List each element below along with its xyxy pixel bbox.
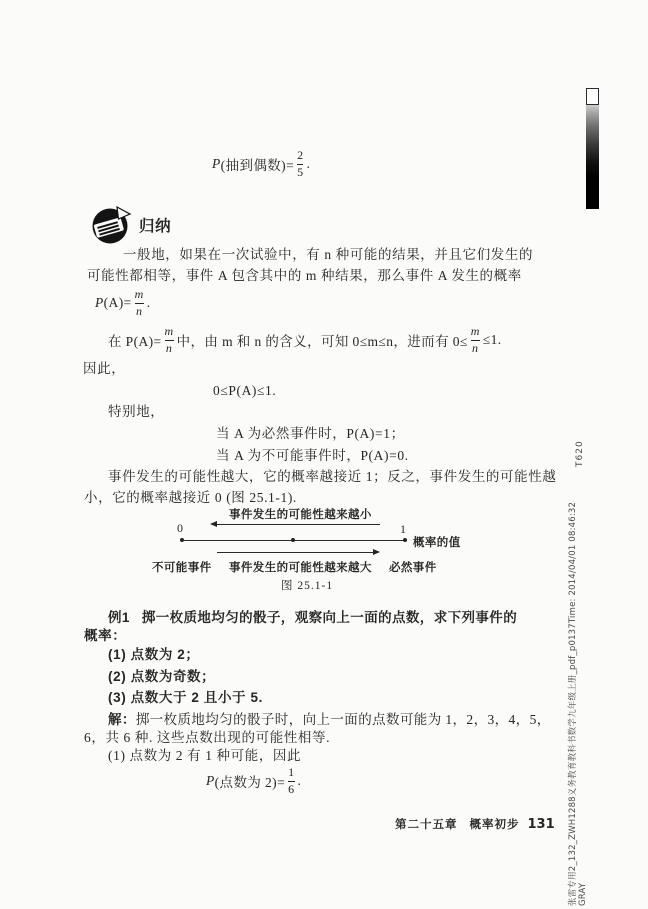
impossible-event-label: 不可能事件 — [152, 562, 212, 574]
impossible-event-case: 当 A 为不可能事件时，P(A)=0. — [216, 448, 409, 463]
fraction-numerator: m — [470, 323, 480, 338]
formula-period: . — [306, 156, 311, 171]
formula-period: . — [297, 773, 302, 788]
range-derivation-line — [108, 324, 502, 356]
summary-line-2: 可能性都相等，事件 A 包含其中的 m 种结果，那么事件 A 发生的概率 — [87, 268, 522, 283]
fraction-numerator: m — [134, 286, 144, 301]
formula-text: (抽到偶数)= — [220, 158, 295, 173]
range-segment-2: 中，由 m 和 n 的含义，可知 0≤m≤n，进而有 0≤ — [176, 334, 468, 349]
calibration-gradient — [586, 105, 599, 209]
fraction — [165, 325, 174, 356]
page-number: 131 — [527, 817, 555, 832]
print-stamp-text: 张雷专用2_132_ZWH1288义务教育教科书数学九年级上册_pdf_p0137Time: 2014/04/01 08:46:32 — [568, 501, 578, 906]
fraction-denominator: n — [472, 340, 479, 355]
grayscale-calibration-bar — [586, 88, 599, 209]
calibration-white-patch — [586, 88, 599, 105]
solution-text: 掷一枚质地均匀的骰子时，向上一面的点数可能为 1，2，3，4，5， — [135, 712, 551, 727]
fraction-denominator: n — [135, 303, 143, 318]
example-item-1: (1) 点数为 2； — [108, 647, 200, 662]
formula-variable: P — [206, 773, 215, 788]
axis-tick-1: 1 — [400, 522, 406, 536]
formula-period: . — [146, 295, 151, 310]
certain-event-case: 当 A 为必然事件时，P(A)=1； — [216, 426, 405, 441]
formula-text: (A)= — [103, 295, 132, 310]
fraction-numerator: 2 — [297, 147, 304, 162]
solution-line-1 — [108, 708, 551, 728]
example-tag: 例1 — [108, 610, 130, 625]
therefore-line: 因此， — [83, 361, 126, 376]
formula-text: (点数为 2)= — [214, 775, 286, 790]
bottom-arrow-line — [217, 552, 374, 553]
figure-top-arrow-label: 事件发生的可能性越来越小 — [229, 509, 372, 521]
special-case-lead: 特别地， — [108, 404, 165, 419]
fraction — [471, 325, 480, 356]
page-footer — [395, 816, 555, 832]
top-formula — [212, 147, 310, 181]
footer-chapter: 第二十五章 — [395, 819, 458, 831]
example-intro-text: 掷一枚质地均匀的骰子，观察向上一面的点数，求下列事件的 — [141, 610, 518, 625]
axis-dot-left — [180, 538, 184, 542]
solution-tag: 解： — [108, 712, 136, 727]
example-intro-line — [108, 606, 517, 626]
axis-dot-middle — [291, 538, 295, 542]
fraction-denominator: 5 — [297, 164, 304, 179]
footer-section: 概率初步 — [469, 819, 520, 831]
summary-line-1: 一般地，如果在一次试验中，有 n 种可能的结果，并且它们发生的 — [123, 247, 534, 262]
right-arrowhead-icon — [373, 549, 380, 555]
solution-line-2: 6，共 6 种. 这些点数出现的可能性相等. — [84, 730, 331, 745]
fraction-numerator: 1 — [288, 764, 295, 779]
likelihood-line-2: 小，它的概率越接近 0 (图 25.1-1). — [84, 490, 297, 505]
figure-bottom-arrow-label: 事件发生的可能性越来越大 — [229, 562, 372, 574]
axis-label: 概率的值 — [413, 537, 461, 549]
fraction-denominator: 6 — [288, 781, 295, 796]
formula-variable: P — [95, 295, 104, 310]
summary-formula — [95, 287, 150, 319]
margin-code: T620 — [575, 440, 585, 467]
example-item-3: (3) 点数大于 2 且小于 5. — [108, 690, 263, 705]
result-formula — [206, 764, 301, 798]
range-segment-3: ≤1. — [482, 332, 502, 347]
summary-heading: 归纳 — [139, 218, 172, 235]
fraction — [135, 288, 144, 319]
axis-dot-right — [403, 538, 407, 542]
range-segment-1: 在 P(A)= — [108, 334, 162, 349]
formula-variable: P — [212, 156, 221, 171]
axis-tick-0: 0 — [177, 521, 183, 535]
top-arrow-line — [217, 524, 380, 525]
print-stamp — [568, 502, 588, 906]
example-item-2: (2) 点数为奇数； — [108, 669, 216, 684]
figure-caption: 图 25.1-1 — [281, 580, 334, 592]
fraction — [288, 766, 294, 797]
left-arrowhead-icon — [210, 521, 217, 527]
solution-line-3: (1) 点数为 2 有 1 种可能，因此 — [108, 748, 302, 763]
range-display-formula: 0≤P(A)≤1. — [213, 383, 277, 398]
certain-event-label: 必然事件 — [389, 562, 437, 574]
example-intro-line-2: 概率： — [84, 628, 127, 643]
notebook-icon — [90, 204, 132, 246]
fraction-denominator: n — [165, 340, 173, 355]
fraction-numerator: m — [164, 323, 174, 338]
fraction — [297, 149, 303, 180]
print-stamp-mode: GRAY — [578, 882, 588, 906]
likelihood-line-1: 事件发生的可能性越大，它的概率越接近 1；反之，事件发生的可能性越 — [108, 469, 557, 484]
